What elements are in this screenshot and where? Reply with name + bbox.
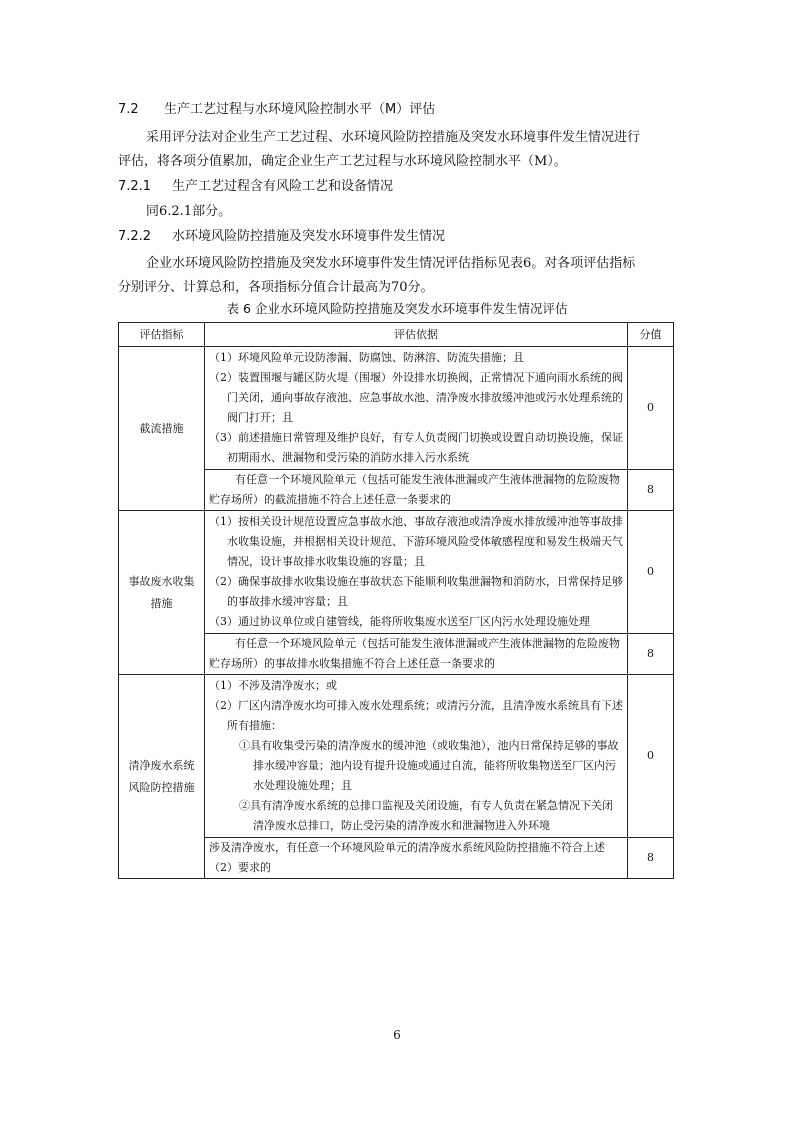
criteria-item: （3）通过协议单位或自建管线，能将所收集废水送至厂区内污水处理设施处理 [209,615,590,628]
paragraph-line: 评估，将各项分值累加，确定企业生产工艺过程与水环境风险控制水平（M）。 [118,154,567,169]
criteria-cell: 有任意一个环境风险单元（包括可能发生液体泄漏或产生液体泄漏物的危险废物贮存场所）的事故排水收集措施不符合上述任意一条要求的 [205,634,628,675]
score-cell: 0 [628,511,674,634]
criteria-cell: 有任意一个环境风险单元（包括可能发生液体泄漏或产生液体泄漏物的危险废物贮存场所）的截流措施不符合上述任意一条要求的 [205,470,628,511]
score-cell: 0 [628,347,674,470]
paragraph-line: 企业水环境风险防控措施及突发水环境事件发生情况评估指标见表6。对各项评估指标 [146,256,636,271]
header-indicator: 评估指标 [119,323,205,347]
score-cell: 0 [628,675,674,838]
criteria-item: （3）前述措施日常管理及维护良好，有专人负责阀门切换或设置自动切换设施，保证初期雨水、泄漏物和受污染的消防水排入污水系统 [209,431,623,464]
indicator-cell: 截流措施 [119,347,205,511]
criteria-subitem: ②具有清净废水系统的总排口监视及关闭设施，有专人负责在紧急情况下关闭清净废水总排口，防止受污染的清净废水和泄漏物进入外环境 [239,799,613,832]
table-row [119,511,674,634]
section-number: 7.2.2 [118,229,152,244]
section-heading-7-2-2 [118,228,445,246]
table-header-row [119,323,674,347]
criteria-cell: 涉及清净废水，有任意一个环境风险单元的清净废水系统风险防控措施不符合上述（2）要求的 [205,838,628,879]
criteria-cell [205,511,628,634]
score-cell: 8 [628,470,674,511]
indicator-cell: 清净废水系统 风险防控措施 [119,675,205,879]
paragraph-line: 分别评分、计算总和，各项指标分值合计最高为70分。 [118,280,434,295]
score-cell: 8 [628,634,674,675]
section-title: 生产工艺过程与水环境风险控制水平（M）评估 [164,102,436,117]
criteria-cell [205,675,628,838]
criteria-item: （2）装置围堰与罐区防火堤（围堰）外设排水切换阀，正常情况下通向雨水系统的阀门关闭，通向事故存液池、应急事故水池、清净废水排放缓冲池或污水处理系统的阀门打开；且 [209,371,623,424]
criteria-item: （1）环境风险单元设防渗漏、防腐蚀、防淋溶、防流失措施；且 [209,351,524,364]
paragraph-indicators [118,252,676,300]
paragraph-line: 采用评分法对企业生产工艺过程、水环境风险防控措施及突发水环境事件发生情况进行 [146,130,641,145]
page-number: 6 [393,1028,401,1042]
table-caption: 表 6 企业水环境风险防控措施及突发水环境事件发生情况评估 [226,301,568,316]
paragraph-ref [118,200,676,224]
paragraph-method [118,126,676,174]
table-row [119,347,674,470]
score-cell: 8 [628,838,674,879]
section-title: 生产工艺过程含有风险工艺和设备情况 [172,179,394,194]
assessment-table [118,322,674,879]
criteria-item: （2）厂区内清净废水均可排入废水处理系统；或清污分流，且清净废水系统具有下述所有措施： [209,699,623,732]
indicator-cell: 事故废水收集 措施 [119,511,205,675]
header-score: 分值 [628,323,674,347]
section-heading-7-2-1 [118,178,393,196]
criteria-subitem: ①具有收集受污染的清净废水的缓冲池（或收集池），池内日常保持足够的事故排水缓冲容量；池内设有提升设施或通过自流，能将所收集物送至厂区内污水处理设施处理；且 [239,739,619,792]
criteria-cell [205,347,628,470]
paragraph-line: 同6.2.1部分。 [146,204,232,219]
criteria-item: （1）不涉及清净废水；或 [209,679,337,692]
section-number: 7.2.1 [118,179,152,194]
section-title: 水环境风险防控措施及突发水环境事件发生情况 [172,229,446,244]
criteria-item: （2）确保事故排水收集设施在事故状态下能顺利收集泄漏物和消防水，日常保持足够的事故排水缓冲容量；且 [209,575,623,608]
header-basis: 评估依据 [205,323,628,347]
section-heading-7-2 [118,101,435,119]
criteria-item: （1）按相关设计规范设置应急事故水池、事故存液池或清净废水排放缓冲池等事故排水收集设施，并根据相关设计规范、下游环境风险受体敏感程度和易发生极端天气情况，设计事故排水收集设施的容量；且 [209,515,623,568]
section-number: 7.2 [118,102,139,117]
table-row [119,675,674,838]
